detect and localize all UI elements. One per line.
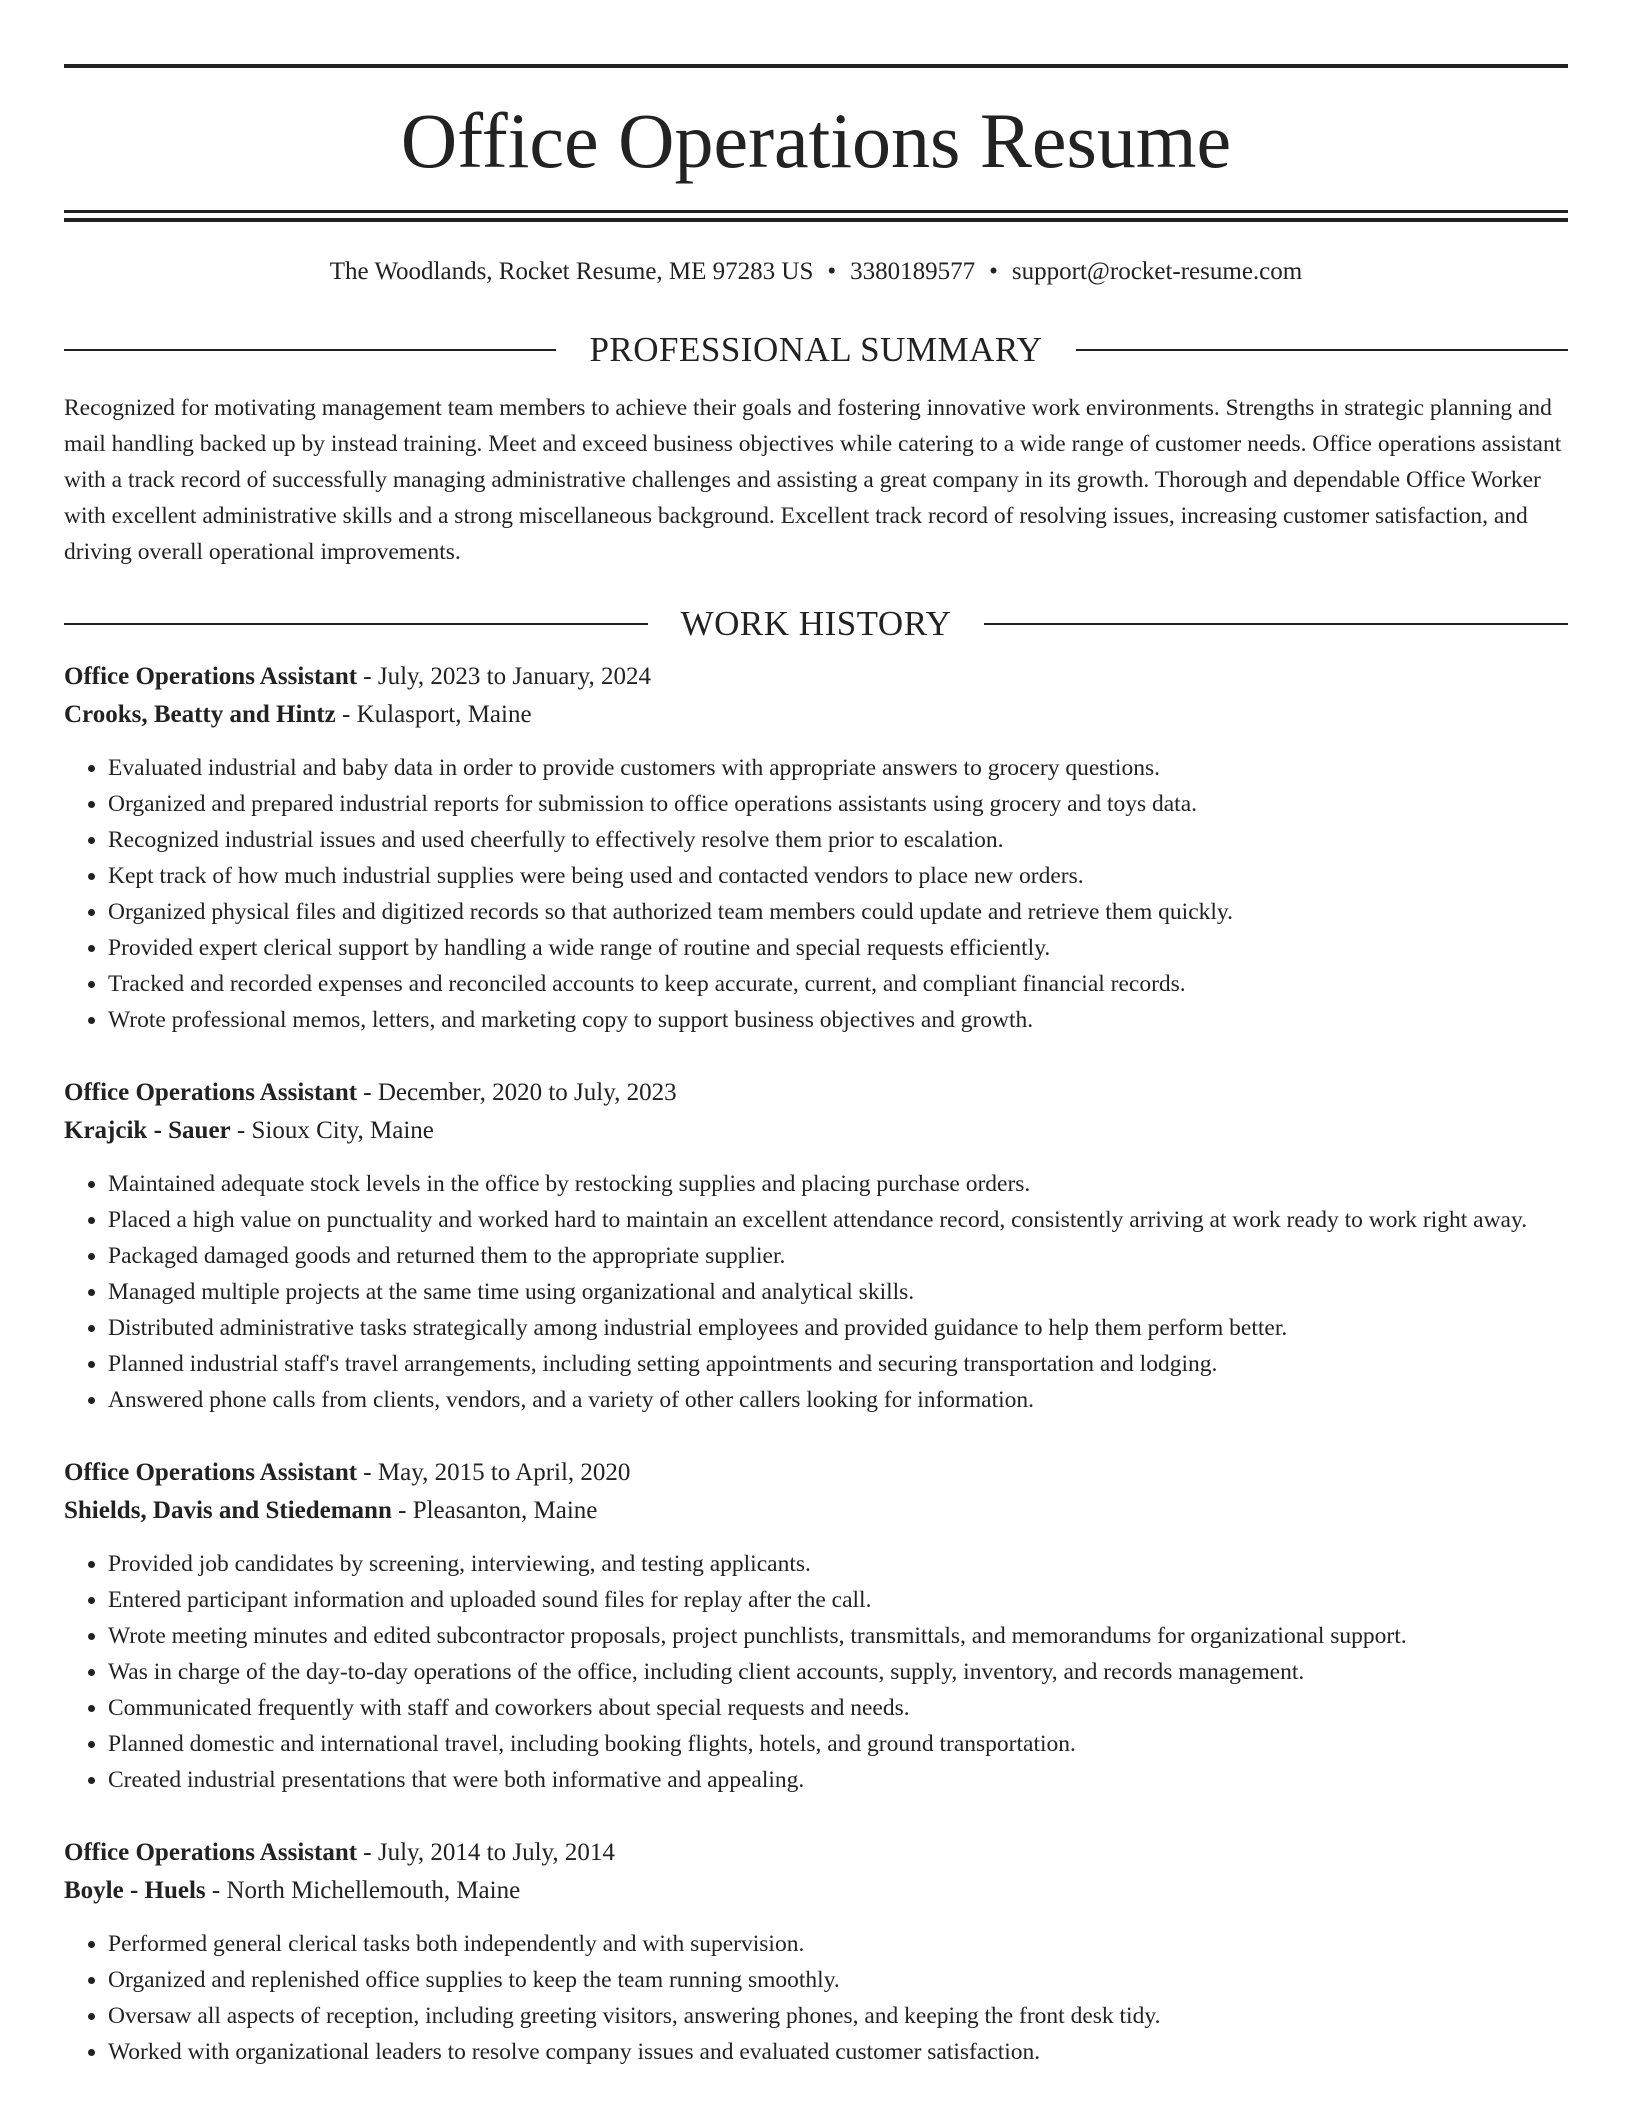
job-duty-item: • Created industrial presentations that were both informative and appealing.	[108, 1762, 1568, 1798]
job-duty-item: • Wrote professional memos, letters, and marketing copy to support business objectives and growth.	[108, 1002, 1568, 1038]
job-duty-item: • Packaged damaged goods and returned them to the appropriate supplier.	[108, 1238, 1568, 1274]
job-entry	[64, 1834, 1568, 2070]
job-dates: May, 2015 to April, 2020	[377, 1459, 631, 1486]
contact-phone: 3380189577	[850, 258, 976, 285]
job-company-line: Krajcik - Sauer - Sioux City, Maine	[64, 1117, 434, 1144]
job-duty-item: • Communicated frequently with staff and coworkers about special requests and needs.	[108, 1690, 1568, 1726]
job-duty-item: • Organized and replenished office supplies to keep the team running smoothly.	[108, 1962, 1568, 1998]
job-company: Boyle - Huels	[64, 1877, 206, 1904]
job-dates: July, 2014 to July, 2014	[377, 1839, 615, 1866]
job-duty-item: • Performed general clerical tasks both independently and with supervision.	[108, 1926, 1568, 1962]
contact-separator: •	[827, 258, 837, 285]
job-location: Sioux City, Maine	[251, 1117, 434, 1144]
job-entry	[64, 1454, 1568, 1798]
section-rule-left	[64, 623, 648, 625]
contact-line	[64, 258, 1568, 286]
job-duty-item: • Was in charge of the day-to-day operations of the office, including client accounts, supply, inventory, and records management.	[108, 1654, 1568, 1690]
section-rule-left	[64, 349, 556, 351]
job-duty-item: • Distributed administrative tasks strategically among industrial employees and provided guidance to help them perform better.	[108, 1310, 1568, 1346]
job-title-line: Office Operations Assistant - July, 2023 to January, 2024	[64, 663, 651, 690]
job-title: Office Operations Assistant	[64, 1459, 358, 1486]
job-title: Office Operations Assistant	[64, 1079, 358, 1106]
section-header-work-history	[64, 604, 1568, 644]
job-duty-item: • Answered phone calls from clients, vendors, and a variety of other callers looking for information.	[108, 1382, 1568, 1418]
job-company: Shields, Davis and Stiedemann	[64, 1497, 392, 1524]
job-duties-list	[64, 1926, 1568, 2070]
job-dates: December, 2020 to July, 2023	[377, 1079, 677, 1106]
contact-address: The Woodlands, Rocket Resume, ME 97283 US	[329, 258, 814, 285]
job-title: Office Operations Assistant	[64, 663, 358, 690]
job-duty-item: • Managed multiple projects at the same time using organizational and analytical skills.	[108, 1274, 1568, 1310]
job-duty-item: • Oversaw all aspects of reception, including greeting visitors, answering phones, and keeping the front desk tidy.	[108, 1998, 1568, 2034]
section-rule-right	[984, 623, 1568, 625]
job-company: Krajcik - Sauer	[64, 1117, 231, 1144]
job-duty-item: • Placed a high value on punctuality and worked hard to maintain an excellent attendance record, consistently arriving at work ready to work right away.	[108, 1202, 1568, 1238]
job-duty-item: • Organized physical files and digitized records so that authorized team members could update and retrieve them quickly.	[108, 894, 1568, 930]
job-duty-item: • Evaluated industrial and baby data in order to provide customers with appropriate answers to grocery questions.	[108, 750, 1568, 786]
work-history-list	[64, 658, 1568, 2070]
contact-email: support@rocket-resume.com	[1011, 258, 1303, 285]
job-duty-item: • Worked with organizational leaders to resolve company issues and evaluated customer satisfaction.	[108, 2034, 1568, 2070]
job-company-line: Boyle - Huels - North Michellemouth, Maine	[64, 1877, 521, 1904]
job-duty-item: • Provided job candidates by screening, interviewing, and testing applicants.	[108, 1546, 1568, 1582]
job-duty-item: • Entered participant information and uploaded sound files for replay after the call.	[108, 1582, 1568, 1618]
job-location: Pleasanton, Maine	[412, 1497, 598, 1524]
job-duty-item: • Planned industrial staff's travel arrangements, including setting appointments and securing transportation and lodging.	[108, 1346, 1568, 1382]
page-title: Office Operations Resume	[400, 97, 1232, 184]
job-duties-list	[64, 750, 1568, 1038]
job-duty-item: • Organized and prepared industrial reports for submission to office operations assistants using grocery and toys data.	[108, 786, 1568, 822]
contact-separator: •	[989, 258, 998, 285]
job-duty-item: • Recognized industrial issues and used cheerfully to effectively resolve them prior to escalation.	[108, 822, 1568, 858]
job-title-line: Office Operations Assistant - December, 2020 to July, 2023	[64, 1079, 677, 1106]
job-company: Crooks, Beatty and Hintz	[64, 701, 336, 728]
job-dates: July, 2023 to January, 2024	[377, 663, 651, 690]
section-rule-right	[1076, 349, 1568, 351]
job-title: Office Operations Assistant	[64, 1839, 358, 1866]
job-duty-item: • Provided expert clerical support by handling a wide range of routine and special requests efficiently.	[108, 930, 1568, 966]
job-duty-item: • Wrote meeting minutes and edited subcontractor proposals, project punchlists, transmittals, and memorandums for organizational support.	[108, 1618, 1568, 1654]
title-double-rule	[64, 210, 1568, 222]
section-header-summary	[64, 330, 1568, 370]
job-company-line: Crooks, Beatty and Hintz - Kulasport, Maine	[64, 701, 532, 728]
job-entry	[64, 658, 1568, 1038]
job-duties-list	[64, 1166, 1568, 1418]
section-title-summary: PROFESSIONAL SUMMARY	[589, 330, 1043, 369]
job-duties-list	[64, 1546, 1568, 1798]
job-duty-item: • Tracked and recorded expenses and reconciled accounts to keep accurate, current, and compliant financial records.	[108, 966, 1568, 1002]
professional-summary-text: Recognized for motivating management team members to achieve their goals and fostering innovative work environments. Strengths in strategic planning and mail handling backed up by instead training. Meet and exceed business objectives while catering to a wide range of customer needs. Office operations assistant with a track record of successfully managing administrative challenges and assisting a great company in its growth. Thorough and dependable Office Worker with excellent administrative skills and a strong miscellaneous background. Excellent track record of resolving issues, increasing customer satisfaction, and driving overall operational improvements.	[64, 395, 1562, 565]
section-title-work-history: WORK HISTORY	[680, 604, 952, 643]
job-location: North Michellemouth, Maine	[226, 1877, 521, 1904]
job-title-line: Office Operations Assistant - May, 2015 to April, 2020	[64, 1459, 631, 1486]
top-rule	[64, 64, 1568, 68]
job-duty-item: • Kept track of how much industrial supplies were being used and contacted vendors to place new orders.	[108, 858, 1568, 894]
job-duty-item: • Maintained adequate stock levels in the office by restocking supplies and placing purchase orders.	[108, 1166, 1568, 1202]
job-entry	[64, 1074, 1568, 1418]
job-location: Kulasport, Maine	[356, 701, 532, 728]
job-duty-item: • Planned domestic and international travel, including booking flights, hotels, and ground transportation.	[108, 1726, 1568, 1762]
job-company-line: Shields, Davis and Stiedemann - Pleasanton, Maine	[64, 1497, 598, 1524]
job-title-line: Office Operations Assistant - July, 2014 to July, 2014	[64, 1839, 615, 1866]
